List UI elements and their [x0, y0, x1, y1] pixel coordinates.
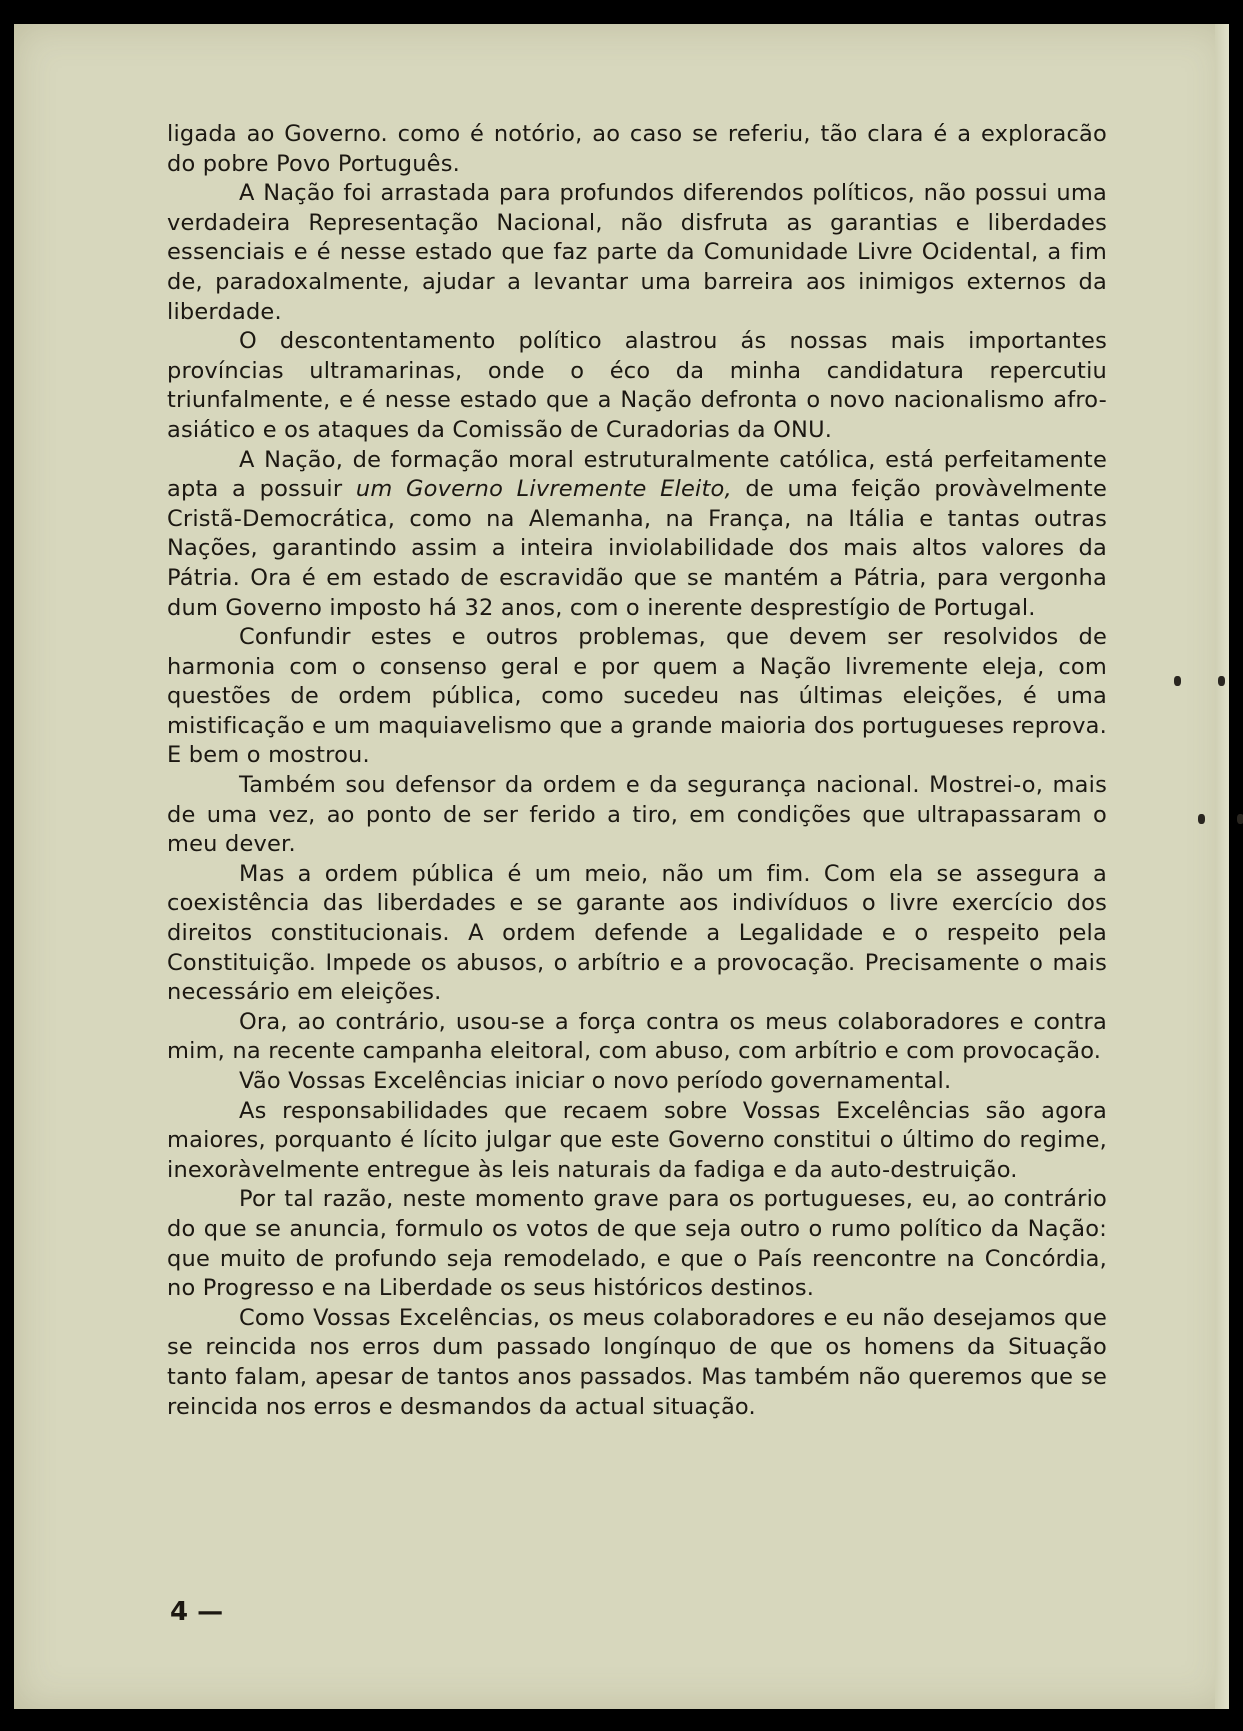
paragraph-7: Mas a ordem pública é um meio, não um fim. Com ela se assegura a coexistência das liberdades e se garante aos indivíduos o livre exercício dos direitos constitucionais. A ordem defende a Legalidade e o respeito pela Constituição. Impede os abusos, o arbítrio e a provocação. Precisamente o mais necessário em eleições.	[167, 860, 1107, 1006]
paragraph-2: A Nação foi arrastada para profundos diferendos políticos, não possui uma verdadeira Representação Nacional, não disfruta as garantias e liberdades essenciais e é nesse estado que faz parte da Comunidade Livre Ocidental, a fim de, paradoxalmente, ajudar a levantar uma barreira aos inimigos externos da liberdade.	[167, 180, 1107, 325]
paragraph-6: Também sou defensor da ordem e da segurança nacional. Mostrei-o, mais de uma vez, ao ponto de ser ferido a tiro, em condições que ultrapassaram o meu dever.	[167, 772, 1107, 858]
paragraph-1: ligada ao Governo. como é notório, ao caso se referiu, tão clara é a exploracão do pobre Povo Português.	[167, 121, 1107, 177]
paragraph-9: Vão Vossas Excelências iniciar o novo período governamental.	[239, 1068, 952, 1094]
binding-hole	[1198, 814, 1205, 824]
paragraph-5: Confundir estes e outros problemas, que devem ser resolvidos de harmonia com o consenso geral e por quem a Nação livremente eleja, com questões de ordem pública, como sucedeu nas últimas eleições, é uma mistificação e um maquiavelismo que a grande maioria dos portugueses reprova. E bem o mostrou.	[167, 624, 1107, 769]
paragraph-12: Como Vossas Excelências, os meus colaboradores e eu não desejamos que se reincida nos erros dum passado longínquo de que os homens da Situação tanto falam, apesar de tantos anos passados. Mas também não queremos que se reincida nos erros e desmandos da actual situação.	[167, 1304, 1107, 1420]
binding-marks	[1174, 24, 1234, 1709]
binding-hole	[1218, 676, 1225, 686]
binding-hole	[1237, 814, 1243, 824]
document-page	[14, 24, 1229, 1709]
paragraph-8: Ora, ao contrário, usou-se a força contra os meus colaboradores e contra mim, na recente campanha eleitoral, com abuso, com arbítrio e com provocação.	[167, 1008, 1107, 1065]
page-number: 4 —	[170, 1597, 224, 1627]
paragraph-4	[167, 446, 1107, 624]
paragraph-11: Por tal razão, neste momento grave para os portugueses, eu, ao contrário do que se anuncia, formulo os votos de que seja outro o rumo político da Nação: que muito de profundo seja remodelado, e que o País reencontre na Concórdia, no Progresso e na Liberdade os seus históricos destinos.	[167, 1186, 1107, 1302]
paragraph-4-emphasis: um Governo Livremente Eleito,	[355, 476, 732, 503]
paragraph-4-before: A Nação, de formação moral estruturalmente católica, está perfeitamente apta a possuir	[167, 446, 1107, 503]
paragraph-3: O descontentamento político alastrou ás nossas mais importantes províncias ultramarinas, onde o éco da minha candidatura repercutiu triunfalmente, e é nesse estado que a Nação defronta o novo nacionalismo afro-asiático e os ataques da Comissão de Curadorias da ONU.	[167, 328, 1107, 443]
paragraph-4-after: de uma feição provàvelmente Cristã-Democrática, como na Alemanha, na França, na Itália e tantas outras Nações, garantindo assim a inteira inviolabilidade dos mais altos valores da Pátria. Ora é em estado de escravidão que se mantém a Pátria, para vergonha dum Governo imposto há 32 anos, com o inerente desprestígio de Portugal.	[167, 476, 1107, 621]
paragraph-10: As responsabilidades que recaem sobre Vossas Excelências são agora maiores, porquanto é lícito julgar que este Governo constitui o último do regime, inexoràvelmente entregue às leis naturais da fadiga e da auto-destruição.	[167, 1097, 1107, 1183]
binding-hole	[1174, 676, 1181, 686]
body-text	[167, 120, 1107, 1422]
